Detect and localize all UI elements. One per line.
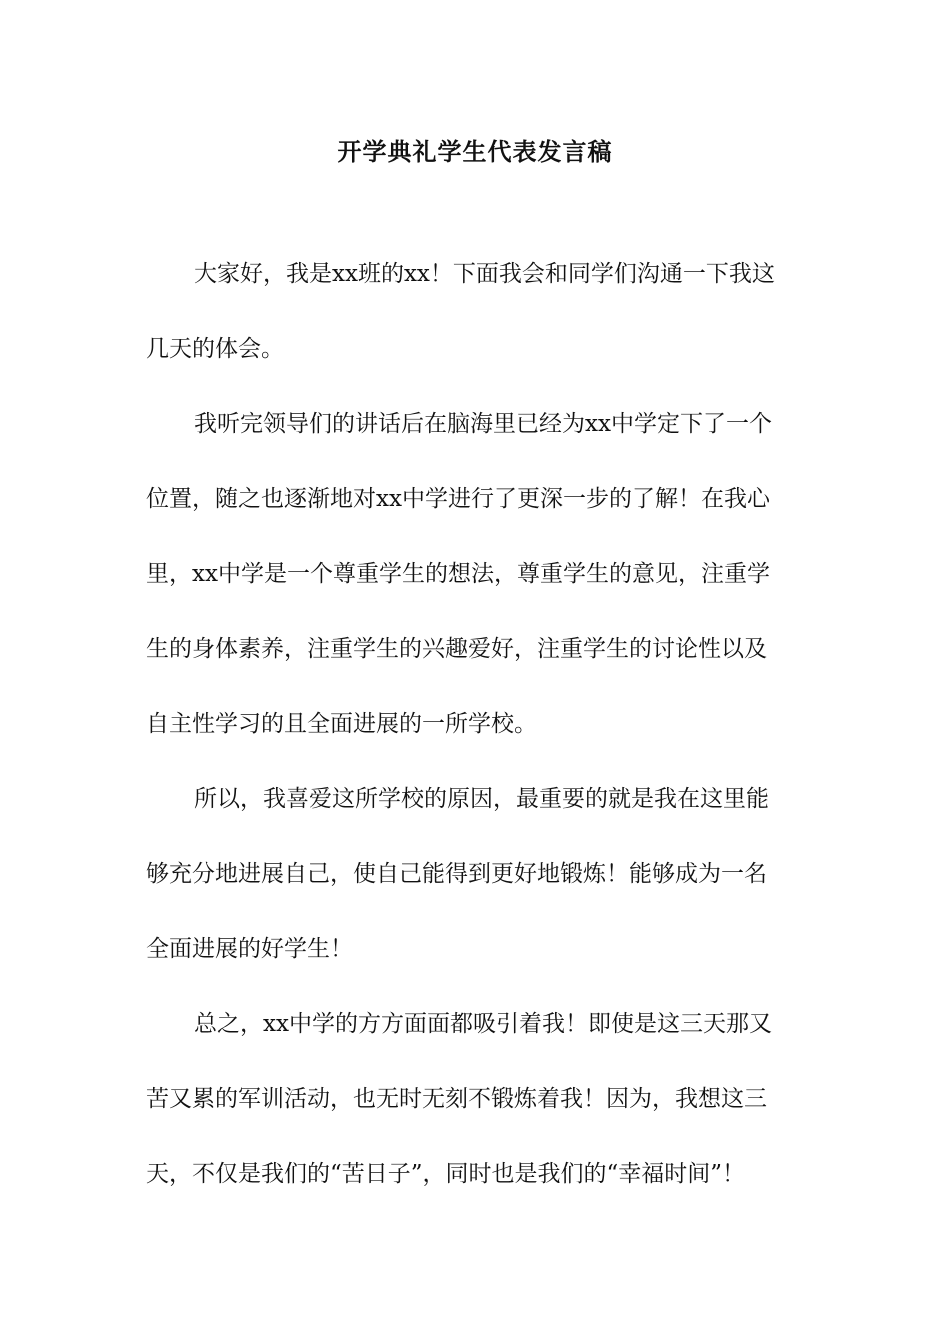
body-line: 生的身体素养，注重学生的兴趣爱好，注重学生的讨论性以及 [146, 636, 767, 662]
body-line: 自主性学习的且全面进展的一所学校。 [146, 711, 537, 737]
body-line: 大家好，我是xx班的xx！下面我会和同学们沟通一下我这 [194, 261, 775, 287]
body-line: 天，不仅是我们的“苦日子”，同时也是我们的“幸福时间”！ [146, 1161, 746, 1187]
body-line: 够充分地进展自己，使自己能得到更好地锻炼！能够成为一名 [146, 861, 767, 887]
body-line: 全面进展的好学生！ [146, 936, 353, 962]
body-line: 总之，xx中学的方方面面都吸引着我！即使是这三天那又 [194, 1011, 772, 1037]
document-title: 开学典礼学生代表发言稿 [337, 137, 613, 166]
body-line: 位置，随之也逐渐地对xx中学进行了更深一步的了解！在我心 [146, 486, 770, 512]
body-line: 几天的体会。 [146, 336, 284, 362]
body-line: 所以，我喜爱这所学校的原因，最重要的就是我在这里能 [194, 786, 769, 812]
body-line: 我听完领导们的讲话后在脑海里已经为xx中学定下了一个 [194, 411, 772, 437]
body-line: 里，xx中学是一个尊重学生的想法，尊重学生的意见，注重学 [146, 561, 770, 587]
body-line: 苦又累的军训活动，也无时无刻不锻炼着我！因为，我想这三 [146, 1086, 767, 1112]
